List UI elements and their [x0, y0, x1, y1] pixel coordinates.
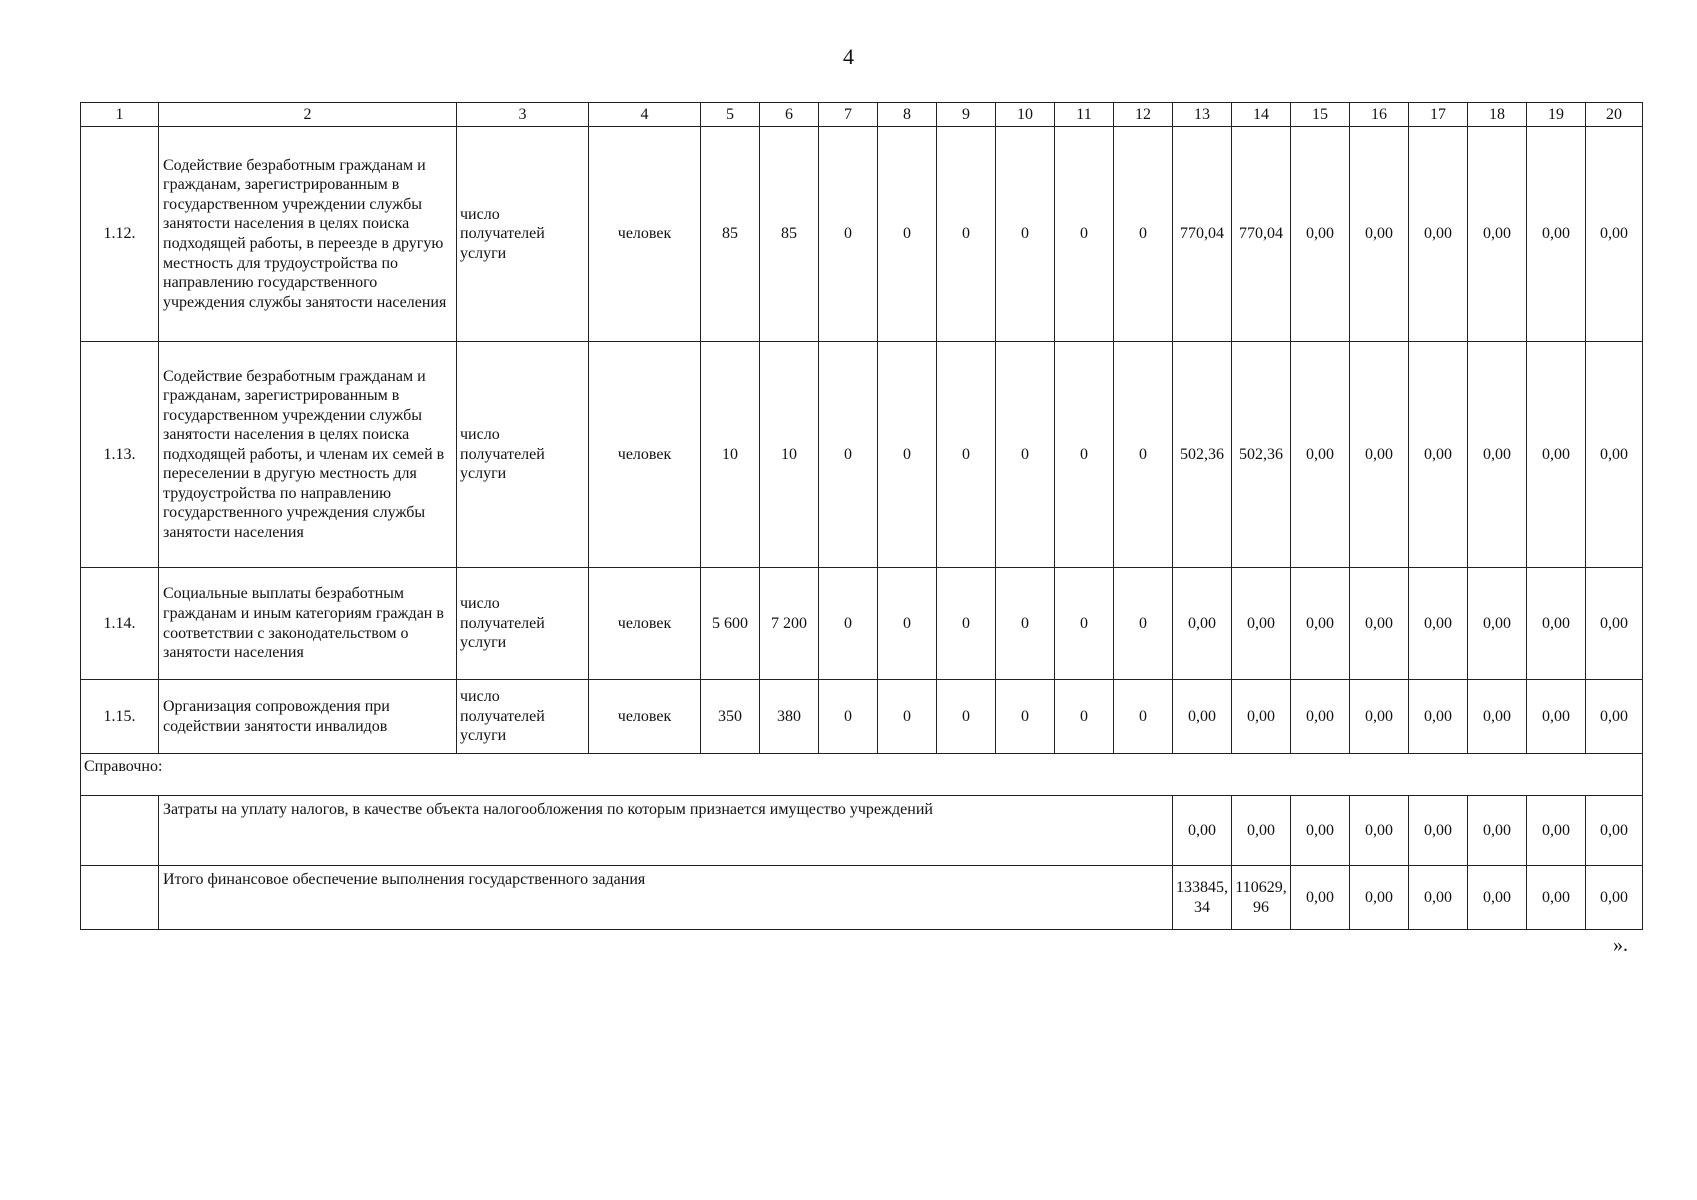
value-cell: 502,36 [1173, 342, 1232, 568]
column-number: 5 [701, 103, 760, 127]
empty-cell [81, 866, 159, 930]
page-number: 4 [843, 44, 854, 69]
closing-quote-mark: ». [1613, 934, 1628, 956]
column-number-row [81, 103, 1643, 127]
value-cell: 0,00 [1409, 568, 1468, 680]
value-cell: 0,00 [1409, 127, 1468, 342]
value-cell: 0,00 [1527, 796, 1586, 866]
value-cell: 0,00 [1586, 796, 1643, 866]
value-cell: 0 [878, 342, 937, 568]
column-number: 1 [81, 103, 159, 127]
value-cell: 0,00 [1291, 568, 1350, 680]
total-value-cell: 133845,34 [1173, 866, 1232, 930]
value-cell: 10 [701, 342, 760, 568]
value-cell: 0,00 [1468, 568, 1527, 680]
column-number: 11 [1055, 103, 1114, 127]
row-number: 1.14. [81, 568, 159, 680]
value-cell: 0 [996, 680, 1055, 754]
value-cell: 0 [996, 127, 1055, 342]
value-cell: 0,00 [1409, 680, 1468, 754]
value-cell: 350 [701, 680, 760, 754]
unit-of-measure: человек [589, 680, 701, 754]
service-description: Организация сопровождения при содействии занятости инвалидов [159, 680, 457, 754]
empty-cell [81, 796, 159, 866]
value-cell: 0 [819, 568, 878, 680]
value-cell: 0,00 [1527, 127, 1586, 342]
column-number: 12 [1114, 103, 1173, 127]
value-cell: 0 [878, 127, 937, 342]
column-number: 8 [878, 103, 937, 127]
value-cell: 85 [760, 127, 819, 342]
value-cell: 85 [701, 127, 760, 342]
services-table [80, 102, 1643, 930]
indicator-name: число получателей услуги [457, 127, 589, 342]
value-cell: 0,00 [1586, 568, 1643, 680]
value-cell: 0 [996, 342, 1055, 568]
value-cell: 0 [819, 680, 878, 754]
column-number: 15 [1291, 103, 1350, 127]
value-cell: 5 600 [701, 568, 760, 680]
value-cell: 0,00 [1291, 342, 1350, 568]
value-cell: 0 [1114, 568, 1173, 680]
column-number: 14 [1232, 103, 1291, 127]
table-row [81, 680, 1643, 754]
column-number: 16 [1350, 103, 1409, 127]
column-number: 6 [760, 103, 819, 127]
total-value-cell: 110629,96 [1232, 866, 1291, 930]
value-cell: 10 [760, 342, 819, 568]
value-cell: 0,00 [1527, 680, 1586, 754]
value-cell: 0,00 [1586, 342, 1643, 568]
value-cell: 0,00 [1291, 866, 1350, 930]
row-number: 1.15. [81, 680, 159, 754]
value-cell: 0 [937, 568, 996, 680]
row-number: 1.12. [81, 127, 159, 342]
value-cell: 770,04 [1173, 127, 1232, 342]
value-cell: 7 200 [760, 568, 819, 680]
value-cell: 0,00 [1350, 568, 1409, 680]
value-cell: 0,00 [1586, 866, 1643, 930]
value-cell: 0,00 [1527, 866, 1586, 930]
value-cell: 0,00 [1409, 796, 1468, 866]
column-number: 9 [937, 103, 996, 127]
column-number: 10 [996, 103, 1055, 127]
value-cell: 0,00 [1173, 796, 1232, 866]
value-cell: 0,00 [1468, 127, 1527, 342]
value-cell: 0,00 [1468, 796, 1527, 866]
unit-of-measure: человек [589, 127, 701, 342]
service-description: Содействие безработным гражданам и гражданам, зарегистрированным в государственном учреждении службы занятости населения в целях поиска подходящей работы, и членам их семей в переселении в другую местность для трудоустройства по направлению государственного учреждения службы занятости населения [159, 342, 457, 568]
column-number: 4 [589, 103, 701, 127]
value-cell: 0,00 [1527, 568, 1586, 680]
column-number: 13 [1173, 103, 1232, 127]
value-cell: 0 [878, 568, 937, 680]
row-number: 1.13. [81, 342, 159, 568]
value-cell: 0,00 [1350, 342, 1409, 568]
value-cell: 0,00 [1409, 342, 1468, 568]
value-cell: 0,00 [1350, 127, 1409, 342]
table-row [81, 342, 1643, 568]
value-cell: 0,00 [1291, 796, 1350, 866]
value-cell: 0,00 [1232, 796, 1291, 866]
value-cell: 0 [996, 568, 1055, 680]
indicator-name: число получателей услуги [457, 680, 589, 754]
value-cell: 0 [1114, 342, 1173, 568]
value-cell: 0,00 [1291, 680, 1350, 754]
tax-costs-label: Затраты на уплату налогов, в качестве объекта налогообложения по которым признается имущество учреждений [159, 796, 1173, 866]
value-cell: 0,00 [1586, 680, 1643, 754]
value-cell: 770,04 [1232, 127, 1291, 342]
value-cell: 0 [819, 342, 878, 568]
value-cell: 0 [1055, 342, 1114, 568]
service-description: Социальные выплаты безработным гражданам и иным категориям граждан в соответствии с законодательством о занятости населения [159, 568, 457, 680]
value-cell: 0 [937, 127, 996, 342]
value-cell: 0,00 [1527, 342, 1586, 568]
value-cell: 0 [819, 127, 878, 342]
value-cell: 0,00 [1586, 127, 1643, 342]
reference-row [81, 754, 1643, 796]
value-cell: 0,00 [1350, 796, 1409, 866]
value-cell: 0 [1055, 680, 1114, 754]
value-cell: 0 [937, 342, 996, 568]
value-cell: 0 [1114, 680, 1173, 754]
value-cell: 0 [1055, 568, 1114, 680]
total-row [81, 866, 1643, 930]
table-row [81, 568, 1643, 680]
value-cell: 0 [1114, 127, 1173, 342]
value-cell: 0,00 [1350, 866, 1409, 930]
value-cell: 0,00 [1173, 568, 1232, 680]
unit-of-measure: человек [589, 342, 701, 568]
column-number: 20 [1586, 103, 1643, 127]
value-cell: 0,00 [1291, 127, 1350, 342]
column-number: 18 [1468, 103, 1527, 127]
service-description: Содействие безработным гражданам и гражданам, зарегистрированным в государственном учреждении службы занятости населения в целях поиска подходящей работы, в переезде в другую местность для трудоустройства по направлению государственного учреждения службы занятости населения [159, 127, 457, 342]
value-cell: 0,00 [1232, 568, 1291, 680]
value-cell: 0,00 [1468, 680, 1527, 754]
value-cell: 0,00 [1409, 866, 1468, 930]
column-number: 17 [1409, 103, 1468, 127]
tax-costs-row [81, 796, 1643, 866]
value-cell: 0,00 [1468, 342, 1527, 568]
value-cell: 0,00 [1350, 680, 1409, 754]
value-cell: 380 [760, 680, 819, 754]
value-cell: 0,00 [1232, 680, 1291, 754]
total-label: Итого финансовое обеспечение выполнения государственного задания [159, 866, 1173, 930]
table-row [81, 127, 1643, 342]
value-cell: 0 [878, 680, 937, 754]
unit-of-measure: человек [589, 568, 701, 680]
column-number: 2 [159, 103, 457, 127]
column-number: 3 [457, 103, 589, 127]
value-cell: 502,36 [1232, 342, 1291, 568]
value-cell: 0,00 [1173, 680, 1232, 754]
column-number: 7 [819, 103, 878, 127]
value-cell: 0 [937, 680, 996, 754]
reference-label: Справочно: [81, 754, 1643, 796]
column-number: 19 [1527, 103, 1586, 127]
value-cell: 0,00 [1468, 866, 1527, 930]
indicator-name: число получателей услуги [457, 342, 589, 568]
value-cell: 0 [1055, 127, 1114, 342]
indicator-name: число получателей услуги [457, 568, 589, 680]
